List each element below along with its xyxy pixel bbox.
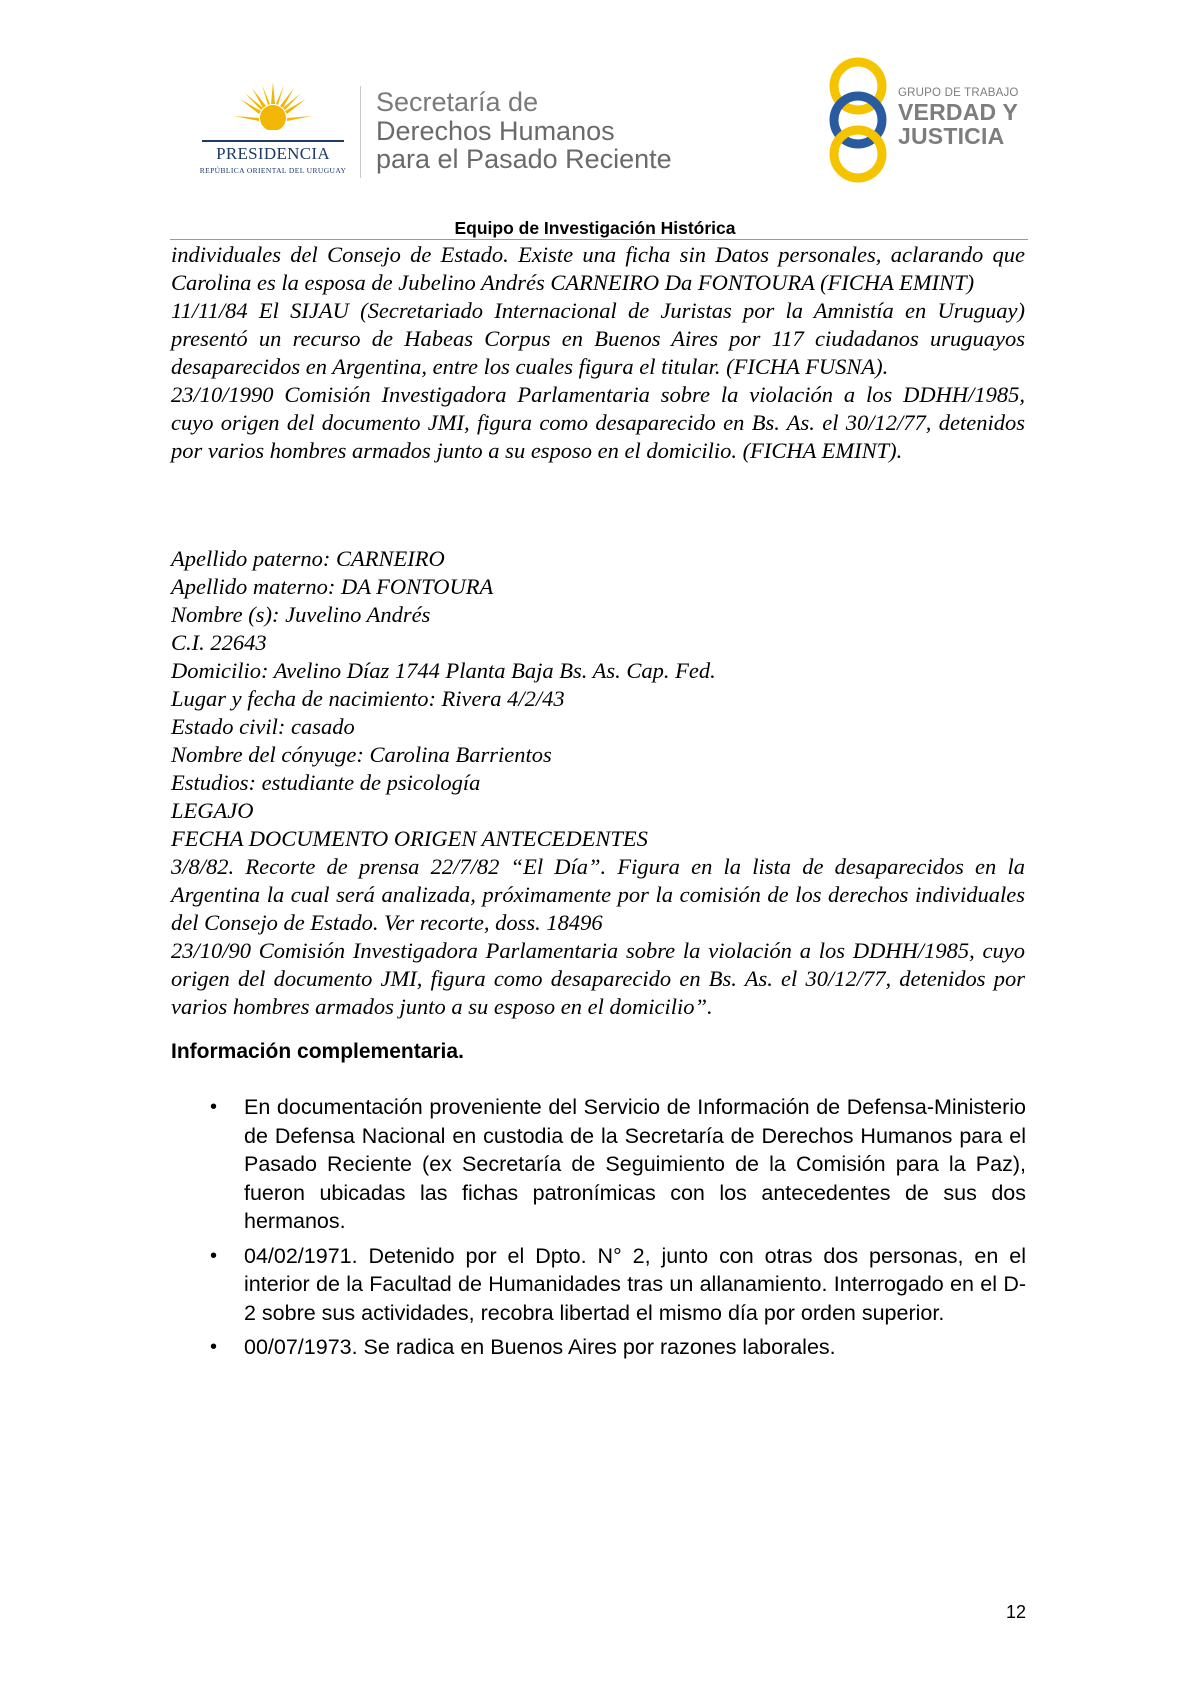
vyj-verdad: VERDAD Y <box>898 99 1019 125</box>
page-header <box>0 0 1190 240</box>
bullet-icon: • <box>210 1336 218 1358</box>
antecedentes-label: FECHA DOCUMENTO ORIGEN ANTECEDENTES <box>171 826 648 851</box>
verdad-justicia-text <box>898 86 1019 148</box>
field-domicilio: Domicilio: Avelino Díaz 1744 Planta Baja Bs. As. Cap. Fed. <box>171 658 716 683</box>
header-rule <box>170 239 1028 240</box>
vyj-group-label: GRUPO DE TRABAJO <box>898 87 1019 99</box>
field-ci: C.I. 22643 <box>171 630 267 655</box>
secretaria-line-3: para el Pasado Reciente <box>376 144 672 174</box>
list-item <box>208 1333 1026 1362</box>
records-block-2 <box>171 545 1025 1021</box>
field-estudios: Estudios: estudiante de psicología <box>171 770 481 795</box>
field-estado-civil: Estado civil: casado <box>171 714 355 739</box>
list-item-text: 04/02/1971. Detenido por el Dpto. N° 2, junto con otras dos personas, en el interior de la Facultad de Humanidades tras un allanamiento. Interrogado en el D-2 sobre sus actividades, recobra libertad el mismo día por orden superior. <box>244 1243 1026 1325</box>
section-heading: Información complementaria. <box>171 1040 464 1063</box>
team-title: Equipo de Investigación Histórica <box>454 218 736 238</box>
logo-divider <box>360 86 361 178</box>
list-item-text: En documentación proveniente del Servicio de Información de Defensa-Ministerio de Defensa Nacional en custodia de la Secretaría de Derechos Humanos para el Pasado Reciente (ex Secretaría de Seguimiento de la Comisión para la Paz), fueron ubicadas las fichas patronímicas con los antecedentes de sus dos hermanos. <box>244 1095 1026 1233</box>
record-comision: 23/10/90 Comisión Investigadora Parlamentaria sobre la violación a los DDHH/1985, cuyo origen del documento JMI, figura como desaparecido en Bs. As. el 30/12/77, detenidos por varios hombres armados junto a su esposo en el domicilio”. <box>171 938 1025 1019</box>
record-paragraph-1: individuales del Consejo de Estado. Existe una ficha sin Datos personales, aclarando que Carolina es la esposa de Jubelino Andrés CARNEIRO Da FONTOURA (FICHA EMINT) <box>171 242 1025 295</box>
complementary-list <box>208 1093 1026 1368</box>
secretaria-logo-text <box>376 88 672 173</box>
list-item-text: 00/07/1973. Se radica en Buenos Aires por razones laborales. <box>244 1335 836 1359</box>
presidencia-subtitle: REPÚBLICA ORIENTAL DEL URUGUAY <box>199 166 347 175</box>
presidencia-rule <box>202 140 344 142</box>
sun-emblem-icon <box>232 82 314 140</box>
records-block-1 <box>171 241 1025 465</box>
vyj-justicia: JUSTICIA <box>898 123 1005 149</box>
field-apellido-materno: Apellido materno: DA FONTOURA <box>171 574 494 599</box>
secretaria-line-1: Secretaría de <box>376 87 539 117</box>
legajo-label: LEGAJO <box>171 798 254 823</box>
presidencia-logo <box>196 82 350 178</box>
record-paragraph-2: 11/11/84 El SIJAU (Secretariado Internacional de Juristas por la Amnistía en Uruguay) presentó un recurso de Habeas Corpus en Buenos Aires por 117 ciudadanos uruguayos desaparecidos en Argentina, entre los cuales figura el titular. (FICHA FUSNA). <box>171 298 1025 379</box>
interlocking-rings-icon <box>820 56 896 184</box>
record-paragraph-3: 23/10/1990 Comisión Investigadora Parlamentaria sobre la violación a los DDHH/1985, cuyo origen del documento JMI, figura como desaparecido en Bs. As. el 30/12/77, detenidos por varios hombres armados junto a su esposo en el domicilio. (FICHA EMINT). <box>171 382 1025 463</box>
field-apellido-paterno: Apellido paterno: CARNEIRO <box>171 546 445 571</box>
field-nacimiento: Lugar y fecha de nacimiento: Rivera 4/2/43 <box>171 686 565 711</box>
field-conyuge: Nombre del cónyuge: Carolina Barrientos <box>171 742 552 767</box>
verdad-justicia-logo <box>820 56 1040 184</box>
bullet-icon: • <box>210 1244 218 1267</box>
secretaria-line-2: Derechos Humanos <box>376 116 615 146</box>
list-item <box>208 1242 1026 1328</box>
list-item <box>208 1093 1026 1236</box>
presidencia-name: PRESIDENCIA <box>216 144 330 163</box>
field-nombre: Nombre (s): Juvelino Andrés <box>171 602 431 627</box>
page-number: 12 <box>1005 1602 1026 1622</box>
record-recorte: 3/8/82. Recorte de prensa 22/7/82 “El Día”. Figura en la lista de desaparecidos en la Argentina la cual será analizada, próximamente por la comisión de los derechos individuales del Consejo de Estado. Ver recorte, doss. 18496 <box>171 854 1025 935</box>
bullet-icon: • <box>210 1096 218 1118</box>
